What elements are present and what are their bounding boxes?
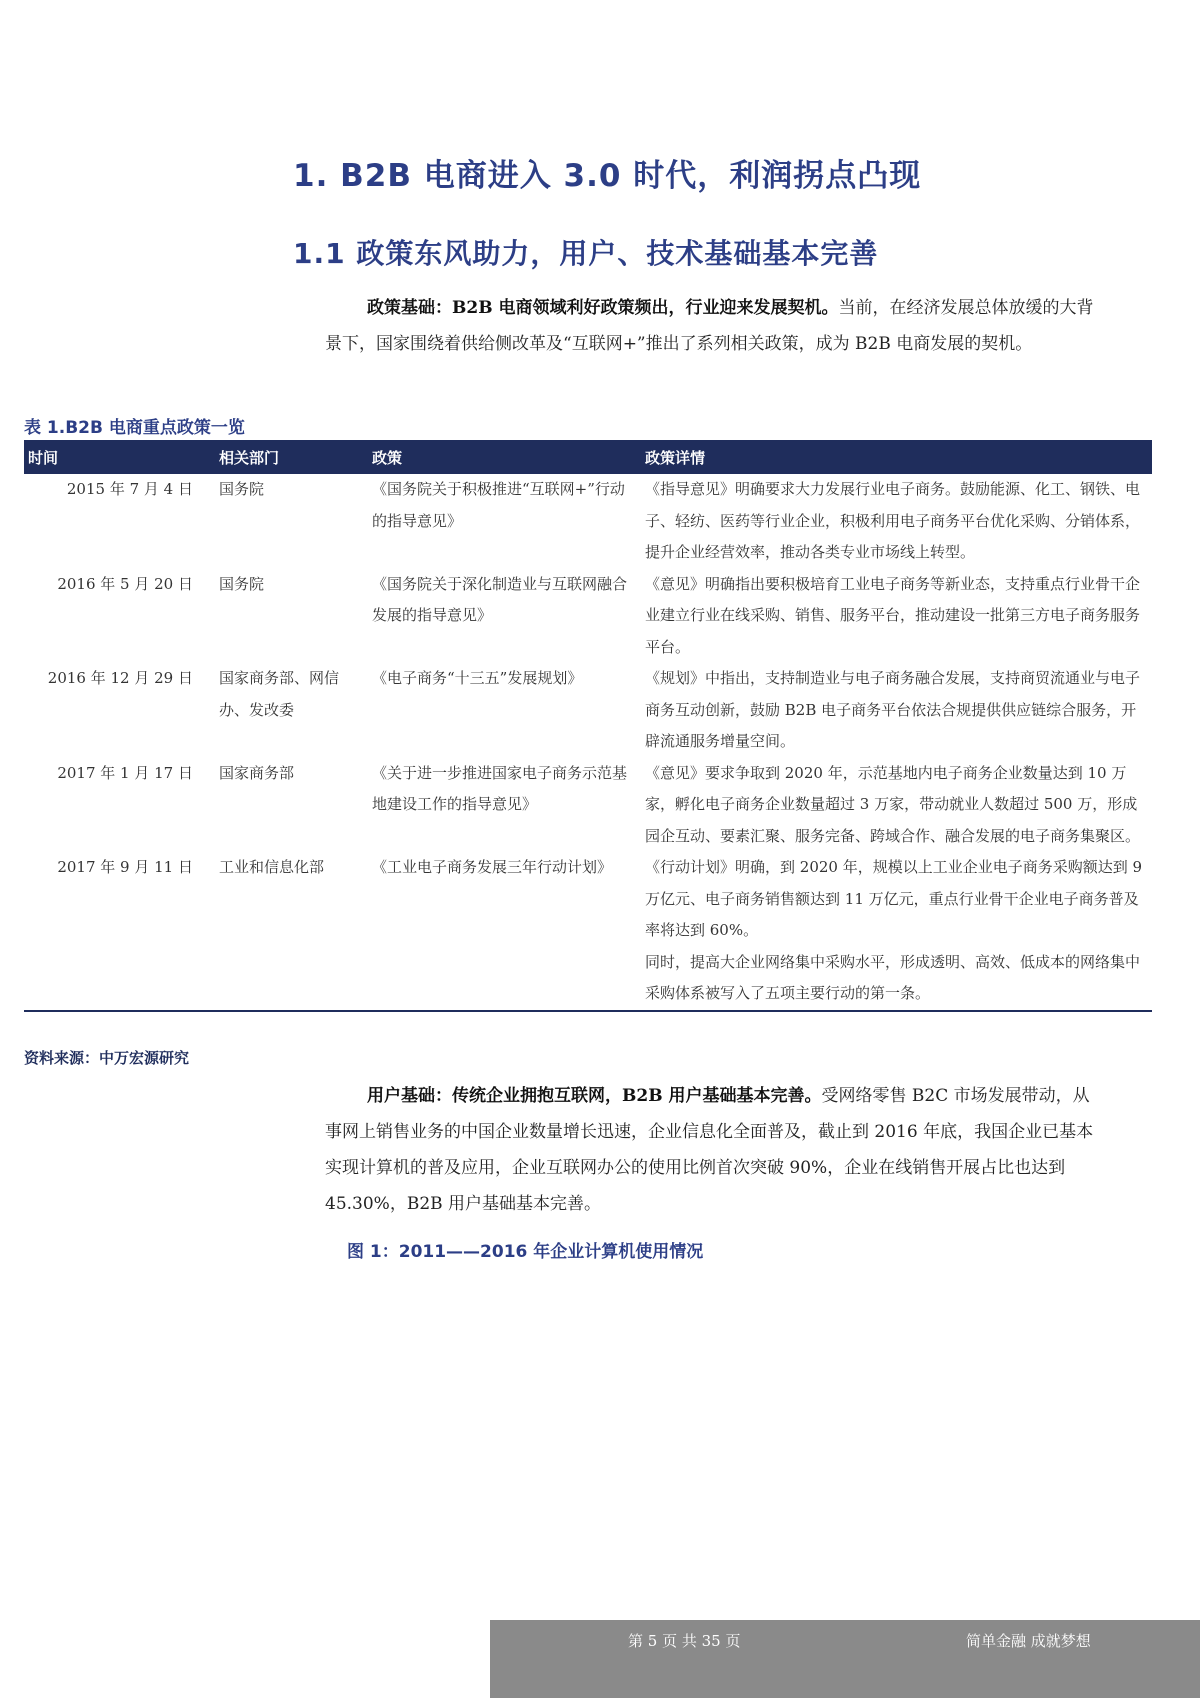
table-header-row	[24, 440, 1152, 474]
table-row	[24, 758, 1152, 853]
page-footer	[490, 1620, 1200, 1698]
row-date: 2016 年 5 月 20 日	[57, 574, 193, 593]
table-row	[24, 852, 1152, 1011]
table-row	[24, 663, 1152, 758]
row-detail: 《意见》明确指出要积极培育工业电子商务等新业态，支持重点行业骨干企业建立行业在线采购、销售、服务平台，推动建设一批第三方电子商务服务平台。	[645, 574, 1141, 656]
row-dept: 国家商务部、网信办、发改委	[219, 669, 340, 719]
row-detail: 《规划》中指出，支持制造业与电子商务融合发展，支持商贸流通业与电子商务互动创新，鼓励 B2B 电子商务平台依法合规提供供应链综合服务，开辟流通服务增量空间。	[645, 669, 1141, 750]
section-heading: 1. B2B 电商进入 3.0 时代，利润拐点凸现	[293, 158, 922, 194]
row-policy: 《电子商务“十三五”发展规划》	[372, 669, 583, 687]
policy-table	[24, 440, 1152, 1012]
row-detail	[641, 852, 1152, 1011]
row-detail-part1: 《行动计划》明确，到 2020 年，规模以上工业企业电子商务采购额达到 9 万亿元、电子商务销售额达到 11 万亿元，重点行业骨干企业电子商务普及率将达到 60%。	[645, 858, 1143, 939]
row-date: 2017 年 1 月 17 日	[57, 763, 193, 782]
table-row	[24, 474, 1152, 569]
row-policy: 《国务院关于积极推进“互联网+”行动的指导意见》	[372, 480, 625, 530]
row-dept: 国务院	[219, 574, 265, 593]
row-date: 2015 年 7 月 4 日	[66, 480, 193, 498]
header-policy: 政策	[368, 440, 641, 474]
policy-paragraph-lead: 政策基础：B2B 电商领域利好政策频出，行业迎来发展契机。	[367, 298, 839, 318]
row-detail: 《意见》要求争取到 2020 年，示范基地内电子商务企业数量达到 10 万家，孵化电子商务企业数量超过 3 万家，带动就业人数超过 500 万，形成园企互动、要素汇聚、服务完备、跨域合作、融合发展的电子商务集聚区。	[645, 763, 1141, 845]
policy-paragraph-text: 当前，在经济发展总体放缓的大背景下，国家围绕着供给侧改革及“互联网+”推出了系列相关政策，成为 B2B 电商发展的契机。	[325, 298, 1094, 354]
row-dept: 国家商务部	[219, 763, 295, 782]
table-caption: 表 1.B2B 电商重点政策一览	[24, 418, 245, 438]
row-policy: 《国务院关于深化制造业与互联网融合发展的指导意见》	[372, 574, 628, 624]
header-dept: 相关部门	[215, 440, 368, 474]
page-number: 第 5 页 共 35 页	[628, 1632, 741, 1650]
figure-caption: 图 1：2011——2016 年企业计算机使用情况	[347, 1242, 704, 1262]
row-policy: 《关于进一步推进国家电子商务示范基地建设工作的指导意见》	[372, 763, 628, 813]
policy-paragraph	[325, 290, 1105, 362]
table-source: 资料来源：中万宏源研究	[24, 1049, 190, 1067]
header-date: 时间	[24, 440, 215, 474]
header-detail: 政策详情	[641, 440, 1152, 474]
user-paragraph-lead: 用户基础：传统企业拥抱互联网，B2B 用户基础基本完善。	[367, 1086, 822, 1106]
row-detail-part2: 同时，提高大企业网络集中采购水平，形成透明、高效、低成本的网络集中采购体系被写入了五项主要行动的第一条。	[645, 952, 1141, 1002]
row-date: 2016 年 12 月 29 日	[47, 669, 193, 687]
user-paragraph-text: 受网络零售 B2C 市场发展带动，从事网上销售业务的中国企业数量增长迅速，企业信息化全面普及，截止到 2016 年底，我国企业已基本实现计算机的普及应用，企业互联网办公的使用比例首次突破 90%，企业在线销售开展占比也达到 45.30%，B2B 用户基础基本完善。	[325, 1086, 1094, 1214]
row-detail: 《指导意见》明确要求大力发展行业电子商务。鼓励能源、化工、钢铁、电子、轻纺、医药等行业企业，积极利用电子商务平台优化采购、分销体系，提升企业经营效率，推动各类专业市场线上转型。	[645, 480, 1141, 561]
table-row	[24, 569, 1152, 664]
row-date: 2017 年 9 月 11 日	[24, 852, 215, 1011]
row-dept: 工业和信息化部	[215, 852, 368, 1011]
row-dept: 国务院	[219, 480, 265, 498]
footer-slogan: 简单金融 成就梦想	[966, 1632, 1091, 1650]
row-policy: 《工业电子商务发展三年行动计划》	[368, 852, 641, 1011]
user-paragraph	[325, 1078, 1105, 1222]
subsection-heading: 1.1 政策东风助力，用户、技术基础基本完善	[293, 237, 879, 270]
